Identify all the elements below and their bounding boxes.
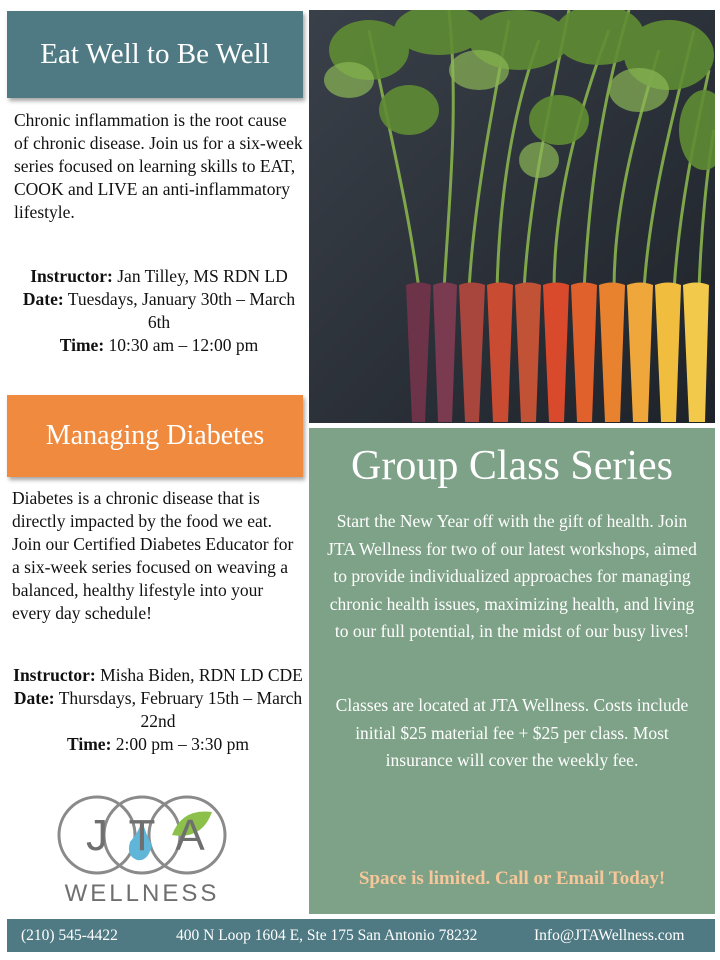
logo-wordmark: WELLNESS	[64, 880, 220, 907]
instructor-label: Instructor:	[13, 665, 96, 685]
logo-mark	[52, 790, 232, 885]
date-value: Tuesdays, January 30th – March 6th	[67, 289, 296, 332]
time-value: 2:00 pm – 3:30 pm	[115, 734, 249, 754]
footer-address: 400 N Loop 1604 E, Ste 175 San Antonio 78232	[176, 926, 478, 944]
managing-diabetes-banner	[7, 395, 303, 477]
date-value: Thursdays, February 15th – March 22nd	[58, 688, 303, 731]
diabetes-instructor	[12, 664, 304, 687]
footer-email[interactable]: Info@JTAWellness.com	[534, 926, 685, 944]
instructor-name: Misha Biden, RDN LD CDE	[100, 665, 303, 685]
time-label: Time:	[67, 734, 112, 754]
eat-well-instructor	[14, 265, 304, 288]
eat-well-title: Eat Well to Be Well	[40, 38, 270, 70]
instructor-name: Jan Tilley, MS RDN LD	[117, 266, 288, 286]
footer-phone[interactable]: (210) 545-4422	[21, 926, 118, 944]
group-class-info-box	[309, 428, 715, 914]
eat-well-banner	[7, 11, 303, 98]
diabetes-date	[12, 687, 304, 733]
eat-well-details	[14, 265, 304, 357]
carrots-illustration	[309, 10, 715, 423]
time-label: Time:	[59, 335, 105, 355]
date-label: Date:	[22, 289, 64, 309]
group-class-cost: Classes are located at JTA Wellness. Costs include initial $25 material fee + $25 per class. Most insurance will cover the weekly fee.	[335, 695, 689, 770]
eat-well-time	[14, 334, 304, 357]
logo-letters: J	[86, 811, 108, 860]
group-class-intro: Start the New Year off with the gift of health. Join JTA Wellness for two of our latest workshops, aimed to provide individualized approaches for managing chronic health issues, maximizing health, and living to our full potential, in the midst of our busy lives!	[327, 511, 697, 641]
diabetes-time	[12, 733, 304, 756]
eat-well-date	[14, 288, 304, 334]
group-class-title: Group Class Series	[351, 443, 673, 489]
call-to-action: Space is limited. Call or Email Today!	[358, 868, 666, 889]
managing-diabetes-title: Managing Diabetes	[45, 420, 265, 451]
managing-diabetes-description: Diabetes is a chronic disease that is directly impacted by the food we eat. Join our Certified Diabetes Educator for a six-week series focused on weaving a balanced, healthy lifestyle into your every day schedule!	[12, 488, 294, 623]
instructor-label: Instructor:	[30, 266, 113, 286]
date-label: Date:	[13, 688, 55, 708]
managing-diabetes-details	[12, 664, 304, 756]
svg-text:A: A	[175, 811, 205, 860]
time-value: 10:30 am – 12:00 pm	[108, 335, 259, 355]
footer-bar	[7, 919, 715, 952]
carrots-photo	[309, 10, 715, 423]
eat-well-description: Chronic inflammation is the root cause of chronic disease. Join us for a six-week series focused on learning skills to EAT, COOK and LIVE an anti-inflammatory lifestyle.	[14, 110, 303, 222]
svg-text:T: T	[128, 811, 156, 860]
